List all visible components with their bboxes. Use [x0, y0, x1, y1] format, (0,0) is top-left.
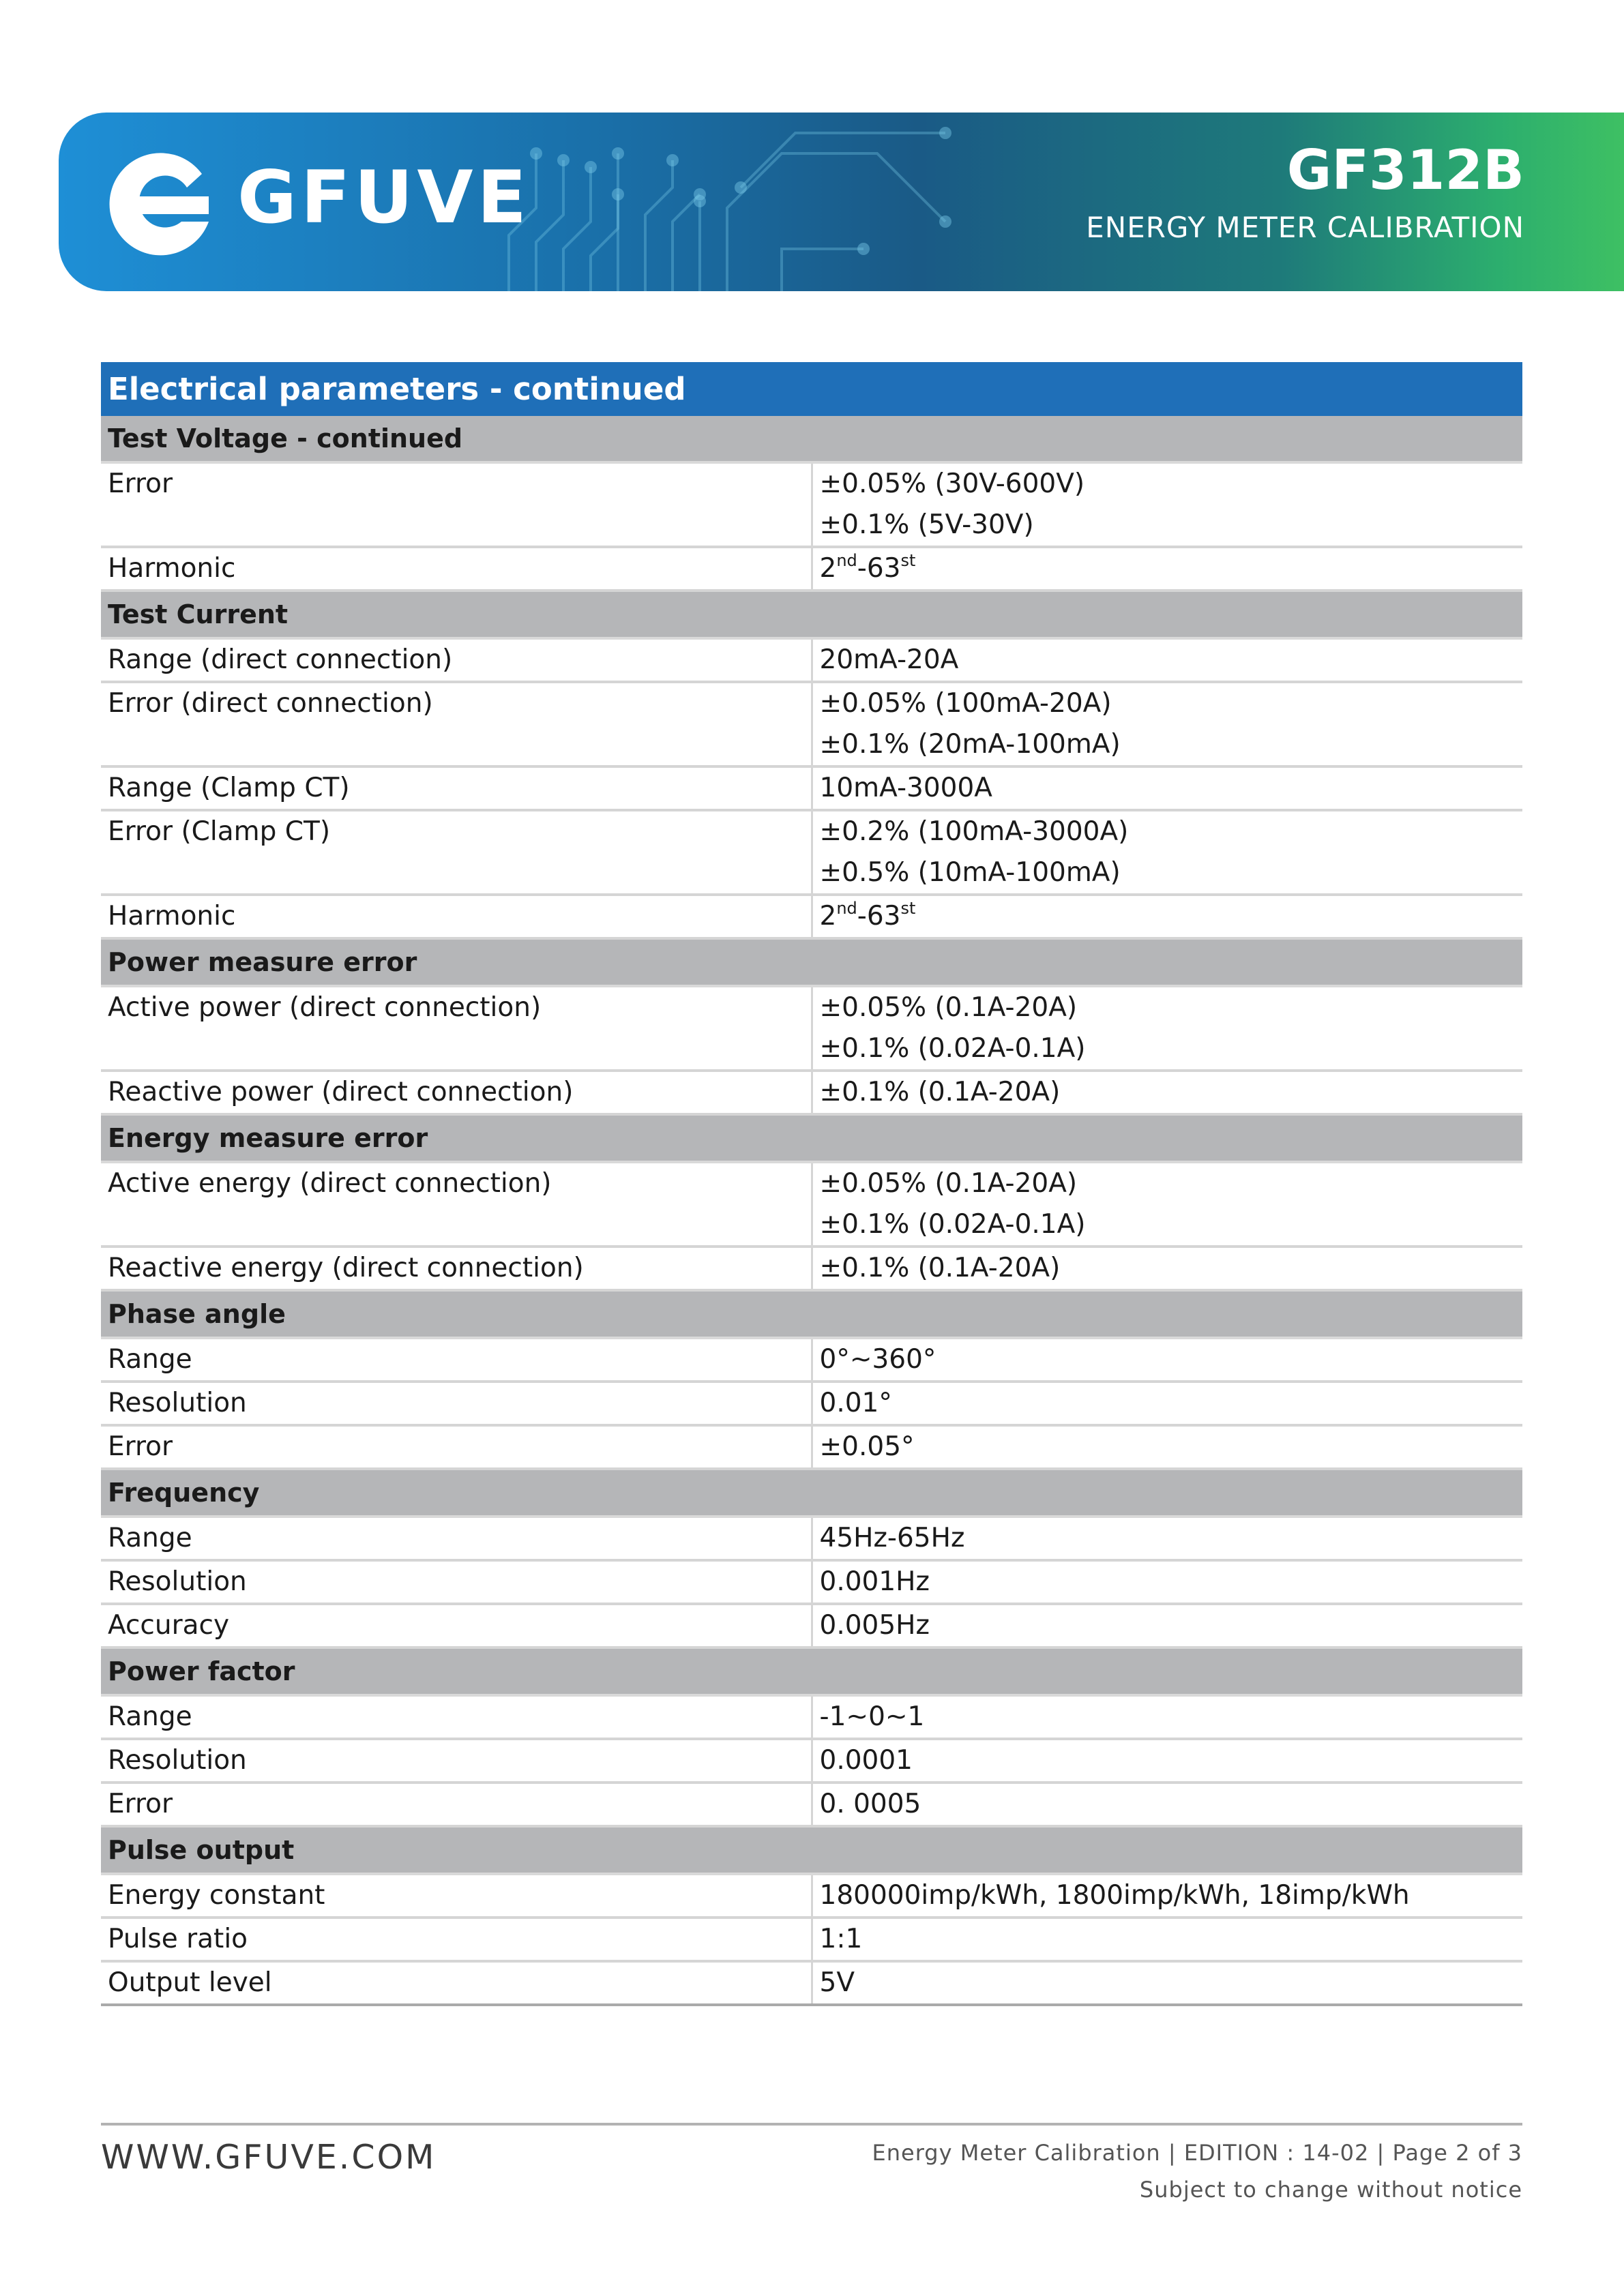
- parameter-value: [812, 986, 1522, 1071]
- value-line: ±0.05% (100mA-20A): [819, 688, 1112, 719]
- harmonic-sup1: nd: [836, 551, 857, 570]
- value-line: ±0.05% (30V-600V): [819, 468, 1085, 499]
- section-header-row: [101, 1826, 1522, 1874]
- parameter-label: Pulse ratio: [101, 1918, 812, 1961]
- value-line: -1~0~1: [819, 1701, 925, 1732]
- parameter-value: [812, 1695, 1522, 1739]
- value-line: 5V: [819, 1967, 855, 1998]
- edition-info: Energy Meter Calibration | EDITION : 14-02 | Page 2 of 3: [872, 2140, 1522, 2166]
- table-row: [101, 638, 1522, 682]
- section-title: Energy measure error: [101, 1114, 1522, 1162]
- value-line: ±0.1% (20mA-100mA): [819, 729, 1121, 760]
- harmonic-sup1: nd: [836, 899, 857, 918]
- value-line: ±0.1% (0.02A-0.1A): [819, 1033, 1086, 1064]
- table-row: [101, 766, 1522, 810]
- section-header-row: [101, 1648, 1522, 1695]
- section-title: Frequency: [101, 1469, 1522, 1517]
- parameter-value: [812, 1247, 1522, 1290]
- parameter-value: [812, 1874, 1522, 1918]
- section-header-row: [101, 1469, 1522, 1517]
- value-line: ±0.5% (10mA-100mA): [819, 857, 1121, 888]
- table-row: [101, 1338, 1522, 1382]
- section-title: Test Voltage - continued: [101, 416, 1522, 463]
- parameter-value: [812, 1560, 1522, 1604]
- parameter-label: Range: [101, 1517, 812, 1560]
- brand-name: GFUVE: [237, 155, 531, 239]
- section-title: Test Current: [101, 591, 1522, 638]
- table-row: [101, 1874, 1522, 1918]
- parameter-label: Error: [101, 1425, 812, 1469]
- table-row: [101, 986, 1522, 1071]
- table-row: [101, 1517, 1522, 1560]
- parameter-label: Reactive power (direct connection): [101, 1071, 812, 1114]
- value-line: 0.0001: [819, 1745, 913, 1776]
- spec-table: [101, 362, 1522, 2006]
- parameter-label: Resolution: [101, 1382, 812, 1425]
- value-line: 180000imp/kWh, 1800imp/kWh, 18imp/kWh: [819, 1880, 1410, 1911]
- section-header-row: [101, 416, 1522, 463]
- table-row: [101, 1162, 1522, 1247]
- value-line: ±0.05% (0.1A-20A): [819, 1168, 1078, 1199]
- header-banner: [59, 113, 1624, 291]
- parameter-label: Range (direct connection): [101, 638, 812, 682]
- parameter-label: Error (Clamp CT): [101, 810, 812, 895]
- table-row: [101, 1560, 1522, 1604]
- parameter-value: [812, 1162, 1522, 1247]
- value-line: 45Hz-65Hz: [819, 1523, 965, 1553]
- parameter-value: [812, 1425, 1522, 1469]
- parameter-label: Reactive energy (direct connection): [101, 1247, 812, 1290]
- parameter-value: [812, 462, 1522, 547]
- value-line: ±0.1% (0.02A-0.1A): [819, 1209, 1086, 1240]
- parameter-value: [812, 1517, 1522, 1560]
- parameter-value: [812, 1338, 1522, 1382]
- harmonic-mid: -63: [857, 553, 901, 584]
- change-notice: Subject to change without notice: [1139, 2177, 1522, 2203]
- parameter-label: Range: [101, 1338, 812, 1382]
- section-title: Power factor: [101, 1648, 1522, 1695]
- parameter-value: [812, 1961, 1522, 2005]
- harmonic-base1: 2: [819, 553, 837, 584]
- parameter-value: [812, 1604, 1522, 1648]
- parameter-label: Accuracy: [101, 1604, 812, 1648]
- model-number: GF312B: [1286, 138, 1524, 202]
- harmonic-base1: 2: [819, 901, 837, 931]
- product-subtitle: ENERGY METER CALIBRATION: [1086, 211, 1524, 244]
- table-row: [101, 1961, 1522, 2005]
- value-line: 0°~360°: [819, 1344, 936, 1375]
- table-row: [101, 1247, 1522, 1290]
- section-header-row: [101, 591, 1522, 638]
- parameter-label: Range: [101, 1695, 812, 1739]
- table-row: [101, 895, 1522, 938]
- table-row: [101, 462, 1522, 547]
- value-line: 0. 0005: [819, 1789, 921, 1819]
- table-row: [101, 810, 1522, 895]
- table-row: [101, 1071, 1522, 1114]
- value-line: 0.005Hz: [819, 1610, 930, 1641]
- parameter-label: Error: [101, 462, 812, 547]
- section-header-row: [101, 938, 1522, 986]
- parameter-label: Resolution: [101, 1739, 812, 1783]
- table-row: [101, 1783, 1522, 1826]
- parameter-label: Active energy (direct connection): [101, 1162, 812, 1247]
- parameter-value: [812, 547, 1522, 591]
- table-row: [101, 1382, 1522, 1425]
- harmonic-sup2: st: [900, 899, 916, 918]
- parameter-label: Range (Clamp CT): [101, 766, 812, 810]
- table-row: [101, 1425, 1522, 1469]
- value-line: ±0.05°: [819, 1431, 915, 1462]
- parameter-value: [812, 638, 1522, 682]
- parameter-label: Output level: [101, 1961, 812, 2005]
- value-line: 10mA-3000A: [819, 773, 992, 803]
- section-header-row: [101, 1290, 1522, 1338]
- parameter-value: [812, 766, 1522, 810]
- table-row: [101, 547, 1522, 591]
- parameter-value: [812, 810, 1522, 895]
- value-line: ±0.1% (5V-30V): [819, 509, 1034, 540]
- table-row: [101, 682, 1522, 766]
- table-row: [101, 1604, 1522, 1648]
- parameter-label: Error (direct connection): [101, 682, 812, 766]
- parameter-value: [812, 895, 1522, 938]
- parameter-value: [812, 682, 1522, 766]
- value-line: ±0.1% (0.1A-20A): [819, 1253, 1061, 1283]
- value-line: 0.001Hz: [819, 1566, 930, 1597]
- parameter-value: [812, 1739, 1522, 1783]
- value-line: 1:1: [819, 1924, 863, 1954]
- parameter-value: [812, 1918, 1522, 1961]
- section-header-row: [101, 1114, 1522, 1162]
- parameter-label: Resolution: [101, 1560, 812, 1604]
- table-row: [101, 1695, 1522, 1739]
- table-row: [101, 1739, 1522, 1783]
- table-row: [101, 1918, 1522, 1961]
- value-line: ±0.1% (0.1A-20A): [819, 1077, 1061, 1107]
- parameter-value: [812, 1071, 1522, 1114]
- footer-divider: [101, 2123, 1522, 2126]
- gfuve-logo-icon: [100, 143, 222, 266]
- value-line: 0.01°: [819, 1388, 892, 1418]
- parameter-label: Energy constant: [101, 1874, 812, 1918]
- section-title: Phase angle: [101, 1290, 1522, 1338]
- value-line: 20mA-20A: [819, 644, 959, 675]
- parameter-label: Harmonic: [101, 547, 812, 591]
- parameter-value: [812, 1382, 1522, 1425]
- harmonic-sup2: st: [900, 551, 916, 570]
- table-title-row: [101, 362, 1522, 416]
- parameter-value: [812, 1783, 1522, 1826]
- value-line: ±0.05% (0.1A-20A): [819, 992, 1078, 1023]
- harmonic-mid: -63: [857, 901, 901, 931]
- section-title: Power measure error: [101, 938, 1522, 986]
- parameter-label: Active power (direct connection): [101, 986, 812, 1071]
- parameter-label: Error: [101, 1783, 812, 1826]
- section-title: Pulse output: [101, 1826, 1522, 1874]
- table-title: Electrical parameters - continued: [101, 362, 1522, 416]
- value-line: ±0.2% (100mA-3000A): [819, 816, 1129, 847]
- website-link[interactable]: WWW.GFUVE.COM: [101, 2138, 437, 2177]
- parameter-label: Harmonic: [101, 895, 812, 938]
